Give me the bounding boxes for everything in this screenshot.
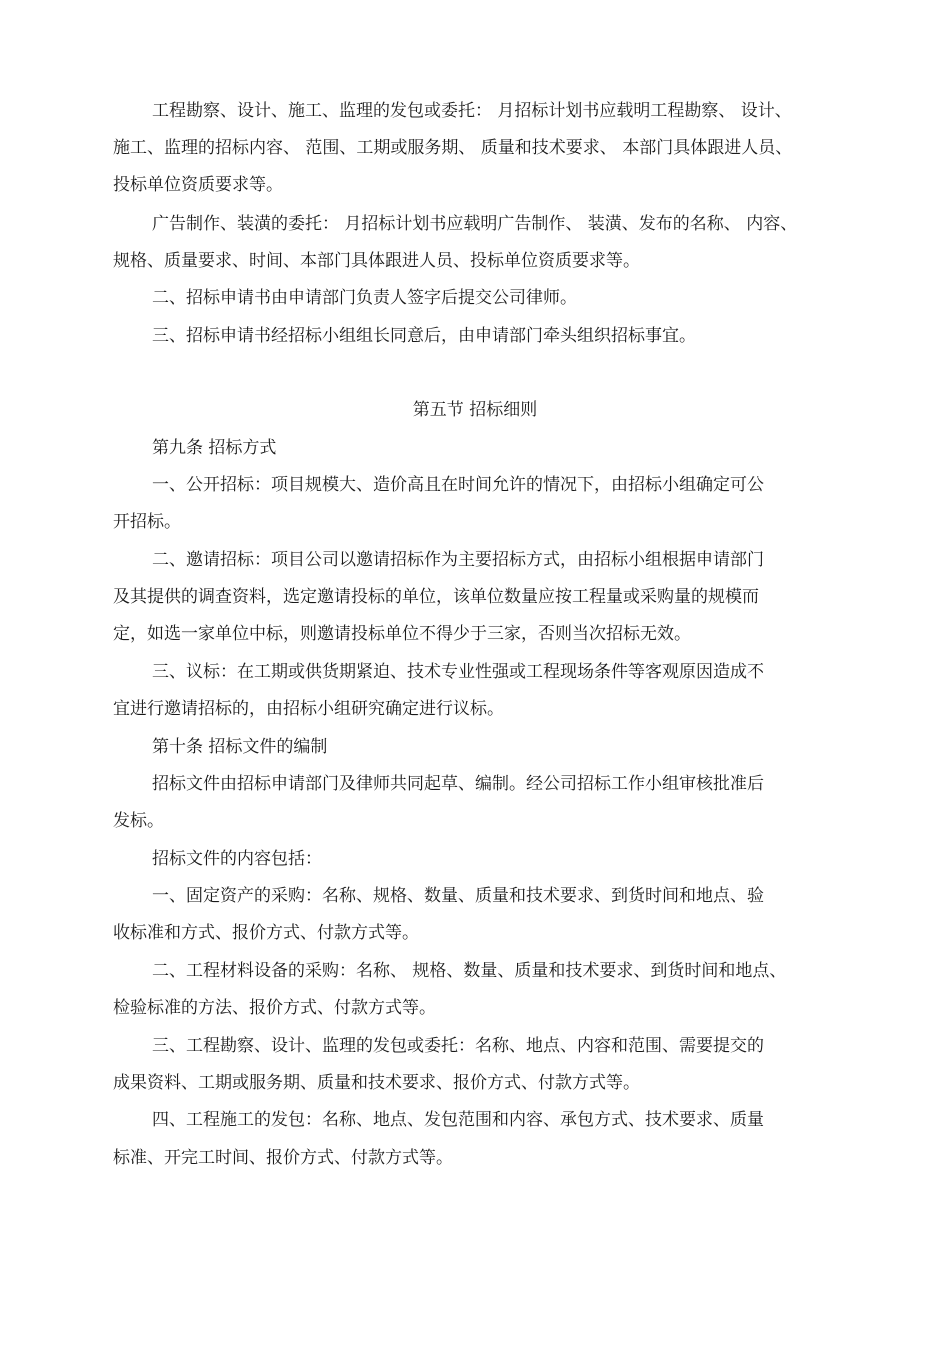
paragraph-line: 二、工程材料设备的采购：名称、 规格、数量、质量和技术要求、到货时间和地点、 <box>152 961 787 981</box>
paragraph-line: 检验标准的方法、报价方式、付款方式等。 <box>113 998 436 1018</box>
article-heading: 第九条 招标方式 <box>152 438 277 458</box>
paragraph-line: 广告制作、装潢的委托： 月招标计划书应载明广告制作、 装潢、发布的名称、 内容、 <box>152 214 798 234</box>
paragraph-line: 及其提供的调查资料，选定邀请投标的单位，该单位数量应按工程量或采购量的规模而 <box>113 587 759 607</box>
paragraph-line: 一、固定资产的采购：名称、规格、数量、质量和技术要求、到货时间和地点、验 <box>152 886 764 906</box>
paragraph-line: 标准、开完工时间、报价方式、付款方式等。 <box>113 1148 453 1168</box>
paragraph-line: 定，如选一家单位中标，则邀请投标单位不得少于三家，否则当次招标无效。 <box>113 624 691 644</box>
paragraph-line: 施工、监理的招标内容、 范围、工期或服务期、 质量和技术要求、 本部门具体跟进人员、 <box>113 138 793 158</box>
paragraph-line: 三、工程勘察、设计、监理的发包或委托：名称、地点、内容和范围、需要提交的 <box>152 1036 764 1056</box>
paragraph-line: 四、工程施工的发包：名称、地点、发包范围和内容、承包方式、技术要求、质量 <box>152 1110 764 1130</box>
paragraph-line: 投标单位资质要求等。 <box>113 175 283 195</box>
paragraph-line: 二、邀请招标：项目公司以邀请招标作为主要招标方式，由招标小组根据申请部门 <box>152 550 764 570</box>
paragraph-line: 成果资料、工期或服务期、质量和技术要求、报价方式、付款方式等。 <box>113 1073 640 1093</box>
paragraph-line: 宜进行邀请招标的，由招标小组研究确定进行议标。 <box>113 699 504 719</box>
paragraph-line: 规格、质量要求、时间、本部门具体跟进人员、投标单位资质要求等。 <box>113 251 640 271</box>
paragraph-line: 收标准和方式、报价方式、付款方式等。 <box>113 923 419 943</box>
paragraph-line: 三、议标：在工期或供货期紧迫、技术专业性强或工程现场条件等客观原因造成不 <box>152 662 764 682</box>
paragraph-line: 发标。 <box>113 811 164 831</box>
section-heading: 第五节 招标细则 <box>412 400 538 420</box>
paragraph-line: 三、招标申请书经招标小组组长同意后，由申请部门牵头组织招标事宜。 <box>152 326 696 346</box>
paragraph-line: 一、公开招标：项目规模大、造价高且在时间允许的情况下，由招标小组确定可公 <box>152 475 764 495</box>
paragraph-line: 开招标。 <box>113 512 181 532</box>
article-heading: 第十条 招标文件的编制 <box>152 737 328 757</box>
paragraph-line: 招标文件的内容包括： <box>152 849 322 869</box>
paragraph-line: 二、招标申请书由申请部门负责人签字后提交公司律师。 <box>152 288 577 308</box>
paragraph-line: 工程勘察、设计、施工、监理的发包或委托： 月招标计划书应载明工程勘察、 设计、 <box>152 101 792 121</box>
paragraph-line: 招标文件由招标申请部门及律师共同起草、编制。经公司招标工作小组审核批准后 <box>152 774 764 794</box>
